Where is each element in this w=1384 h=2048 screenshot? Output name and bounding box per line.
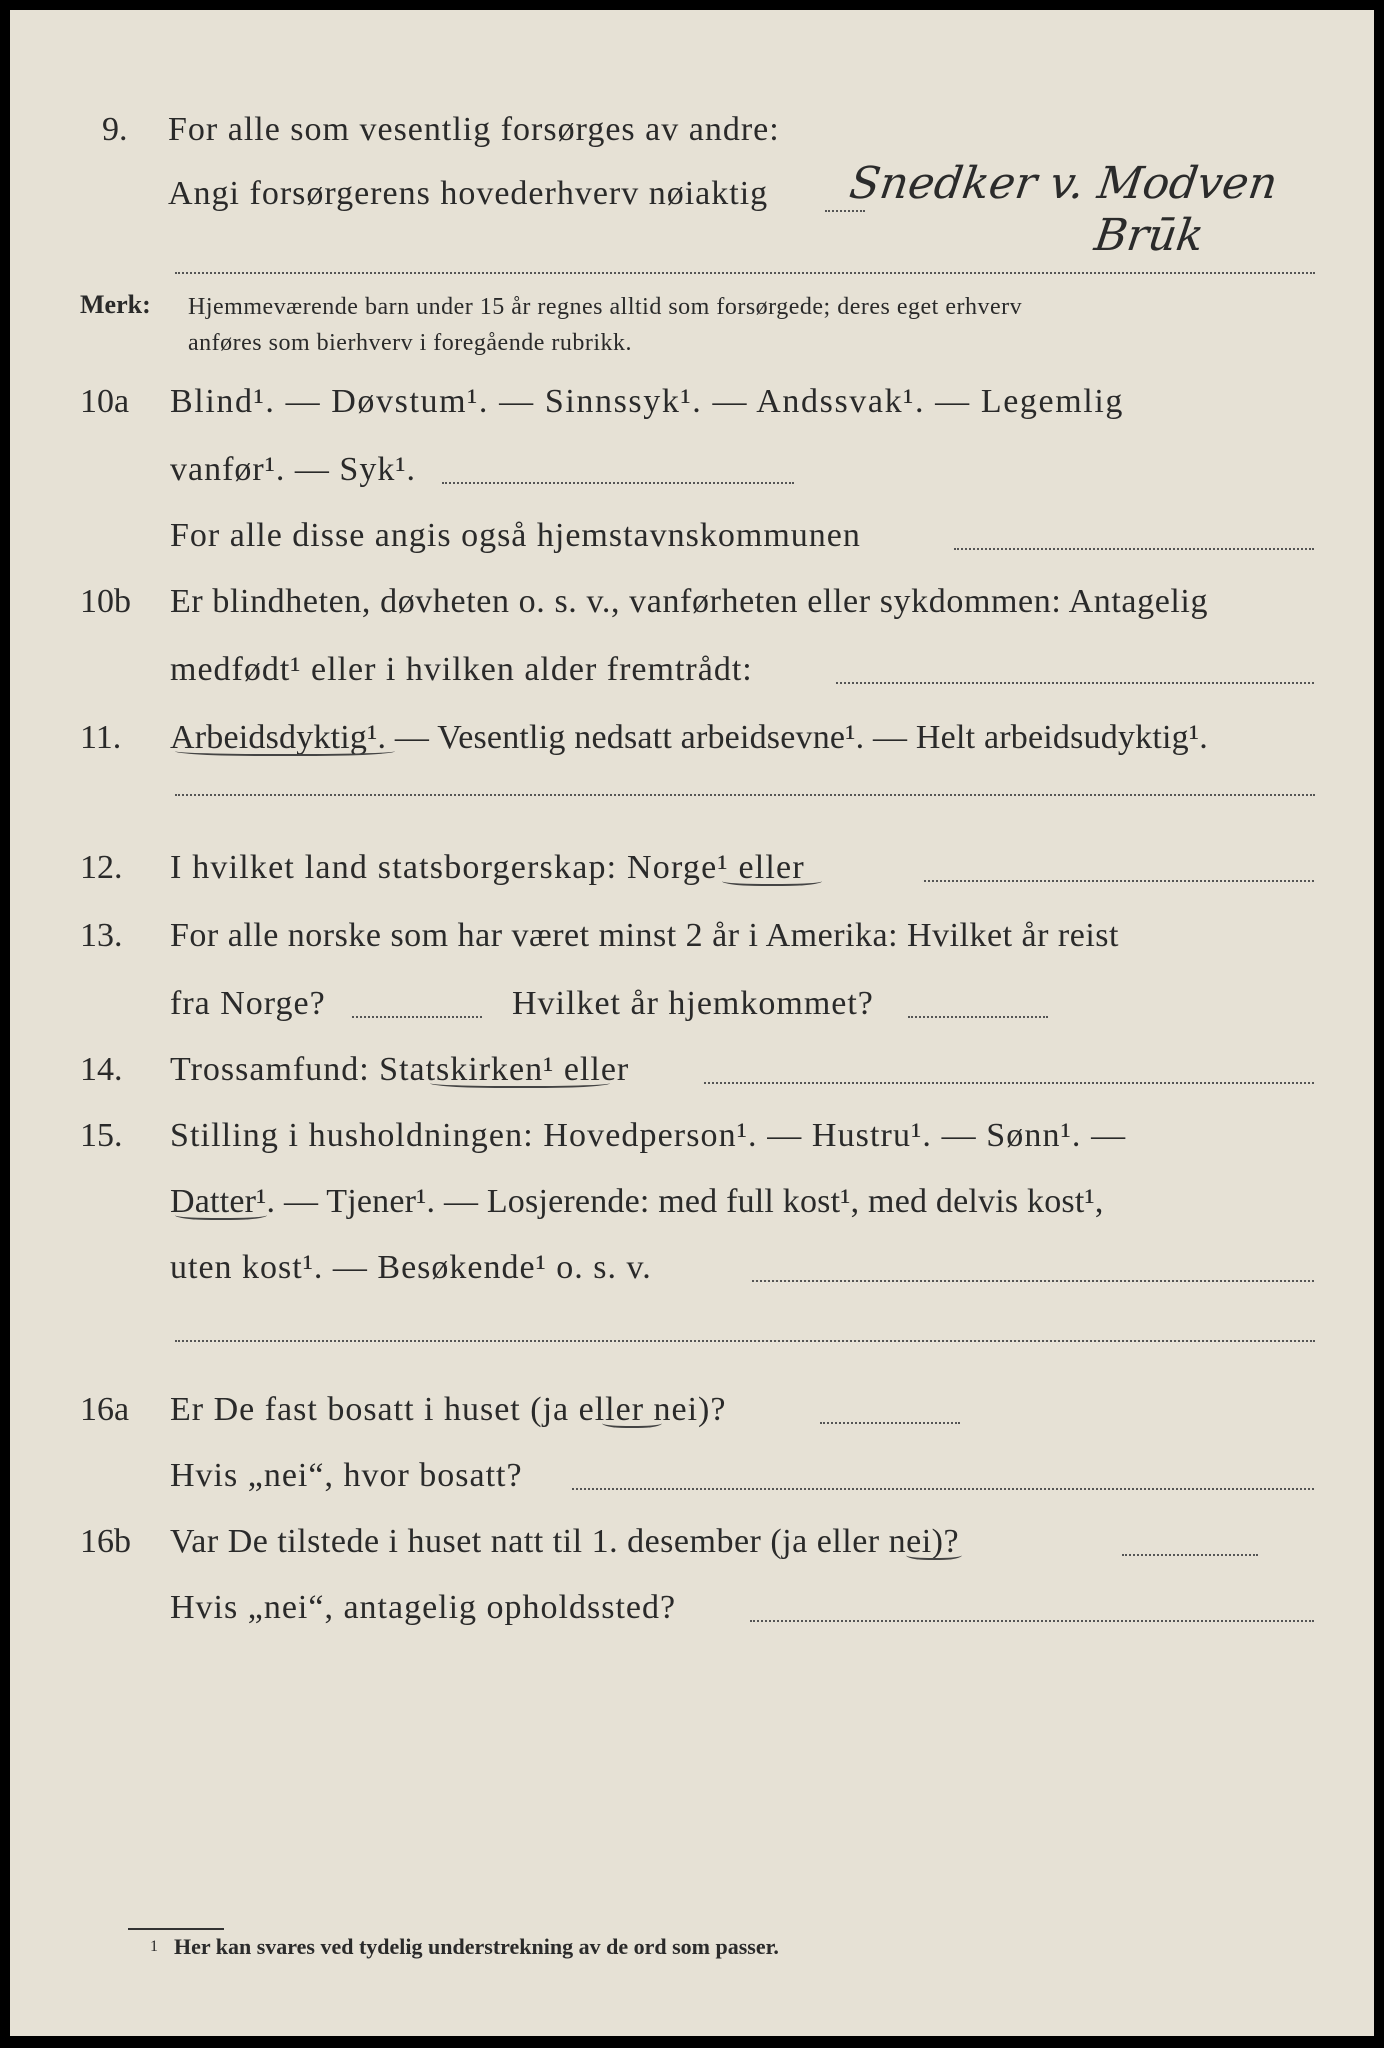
q15-line3: uten kost¹. — Besøkende¹ o. s. v. (170, 1249, 652, 1286)
census-form-page (10, 10, 1374, 2036)
q13-number: 13. (80, 917, 123, 954)
q10b-number: 10b (80, 583, 131, 620)
q15-answer-line-2 (175, 1340, 1315, 1342)
merk-label: Merk: (80, 290, 151, 319)
q15-line2: Datter¹. — Tjener¹. — Losjerende: med full kost¹, med delvis kost¹, (170, 1183, 1104, 1220)
footnote-text (174, 1934, 779, 1960)
merk-line2: anføres som bierhverv i foregående rubrikk. (188, 330, 633, 356)
q16b-answer-line-2 (750, 1620, 1314, 1622)
q16a-number: 16a (80, 1391, 130, 1428)
q16b-underline-mark (906, 1548, 962, 1560)
q9-handwriting-1: Snedker v. Modven (846, 158, 1281, 209)
q14-line1: Trossamfund: Statskirken¹ eller (170, 1051, 630, 1088)
q11-line1: Arbeidsdyktig¹. — Vesentlig nedsatt arbeidsevne¹. — Helt arbeidsudyktig¹. (170, 719, 1208, 756)
q12-underline-mark (722, 874, 822, 886)
q10b-answer-line (836, 682, 1314, 684)
q11-underline-mark (175, 744, 395, 756)
q10a-answer-line-1 (442, 482, 794, 484)
q14-number: 14. (80, 1051, 123, 1088)
q15-answer-line-1 (752, 1280, 1314, 1282)
q10a-answer-line-2 (954, 548, 1314, 550)
q10a-line1: Blind¹. — Døvstum¹. — Sinnssyk¹. — Andssvak¹. — Legemlig (170, 383, 1124, 420)
q16a-underline-mark (602, 1416, 662, 1428)
q10a-number: 10a (80, 383, 130, 420)
q12-answer-line (924, 880, 1314, 882)
footnote-text-bold: Her kan svares ved tydelig understrekning av de ord som passer. (174, 1934, 779, 1959)
q15-underline-mark (175, 1208, 267, 1220)
q16b-number: 16b (80, 1523, 131, 1560)
q9-answer-line (825, 210, 865, 212)
q12-number: 12. (80, 849, 123, 886)
q9-answer-line-2 (175, 272, 1315, 274)
q16b-line1: Var De tilstede i huset natt til 1. desember (ja eller nei)? (170, 1523, 960, 1560)
q10a-line3: For alle disse angis også hjemstavnskommunen (170, 517, 861, 554)
q13-line2a: fra Norge? (170, 985, 326, 1022)
q10a-line2: vanfør¹. — Syk¹. (170, 451, 417, 488)
q14-answer-line (704, 1082, 1314, 1084)
q11-answer-line (175, 794, 1315, 796)
q16b-line2: Hvis „nei“, antagelig opholdssted? (170, 1589, 677, 1626)
footnote-rule (128, 1928, 224, 1930)
q13-line2b: Hvilket år hjemkommet? (512, 985, 874, 1022)
q15-line1: Stilling i husholdningen: Hovedperson¹. — Hustru¹. — Sønn¹. — (170, 1117, 1127, 1154)
q13-line1: For alle norske som har været minst 2 år i Amerika: Hvilket år reist (170, 917, 1119, 954)
q16a-line2: Hvis „nei“, hvor bosatt? (170, 1457, 523, 1494)
q16b-answer-line (1122, 1554, 1258, 1556)
q9-handwriting-2: Brūk (1091, 210, 1207, 261)
q9-number: 9. (102, 111, 128, 148)
q9-line1: For alle som vesentlig forsørges av andre: (168, 111, 780, 148)
q11-number: 11. (80, 719, 122, 756)
q14-underline-mark (430, 1076, 610, 1088)
q13-answer-line-2 (908, 1016, 1048, 1018)
q12-line1: I hvilket land statsborgerskap: Norge¹ eller (170, 849, 805, 886)
q13-answer-line-1 (352, 1016, 482, 1018)
merk-line1: Hjemmeværende barn under 15 år regnes alltid som forsørgede; deres eget erhverv (188, 294, 1023, 320)
q16a-answer-line-2 (572, 1488, 1314, 1490)
q10b-line2: medfødt¹ eller i hvilken alder fremtrådt: (170, 651, 753, 688)
q9-line2: Angi forsørgerens hovederhverv nøiaktig (168, 175, 769, 212)
q16a-line1: Er De fast bosatt i huset (ja eller nei)? (170, 1391, 727, 1428)
q10b-line1: Er blindheten, døvheten o. s. v., vanførheten eller sykdommen: Antagelig (170, 583, 1209, 620)
q16a-answer-line-1 (820, 1422, 960, 1424)
q15-number: 15. (80, 1117, 123, 1154)
footnote-mark: 1 (150, 1938, 158, 1955)
